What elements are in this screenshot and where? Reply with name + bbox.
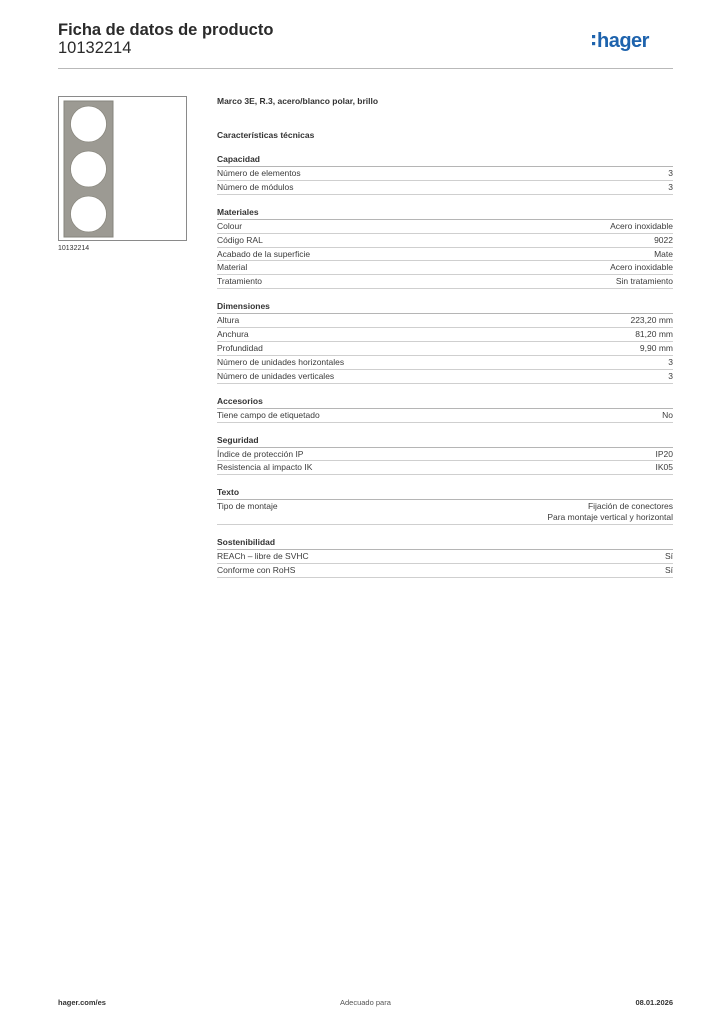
spec-value-line: 9,90 mm: [639, 343, 673, 354]
spec-row: [217, 409, 673, 423]
spec-row: [217, 461, 673, 475]
spec-value: [654, 249, 673, 260]
section-title: Seguridad: [217, 435, 673, 448]
spec-value: [610, 262, 673, 273]
spec-value-line: 3: [668, 181, 673, 192]
spec-value: [656, 462, 674, 473]
spec-value-line: IP20: [655, 448, 673, 459]
spec-label: Tiene campo de etiquetado: [217, 409, 320, 420]
footer-suitable-for: Adecuado para: [340, 998, 391, 1007]
spec-row: [217, 181, 673, 195]
spec-section: [217, 396, 673, 423]
spec-section: [217, 487, 673, 524]
spec-row: [217, 328, 673, 342]
spec-label: Código RAL: [217, 234, 263, 245]
spec-value: [630, 315, 673, 326]
section-title: Materiales: [217, 207, 673, 220]
spec-row: [217, 167, 673, 181]
section-title: Capacidad: [217, 154, 673, 167]
spec-label: Altura: [217, 315, 240, 326]
spec-label: Número de elementos: [217, 168, 301, 178]
header-divider: [58, 68, 673, 69]
product-name: Marco 3E, R.3, acero/blanco polar, brillo: [217, 96, 379, 106]
spec-value: [668, 357, 673, 368]
spec-value: [635, 329, 673, 340]
section-title: Dimensiones: [217, 301, 673, 314]
spec-label: Índice de protección IP: [217, 448, 304, 459]
spec-value: [640, 343, 673, 354]
spec-value: [654, 235, 673, 246]
spec-row: [217, 342, 673, 356]
spec-value-line: Sin tratamiento: [615, 276, 673, 287]
product-image: [58, 96, 187, 241]
spec-value-line: No: [662, 409, 673, 420]
spec-sections: [217, 154, 673, 578]
spec-value-line: IK05: [655, 462, 673, 473]
spec-value-line: 81,20 mm: [635, 329, 673, 340]
spec-section: [217, 207, 673, 289]
spec-value: [662, 410, 673, 421]
spec-row: [217, 356, 673, 370]
spec-label: Anchura: [217, 329, 249, 340]
spec-value: [547, 501, 673, 522]
spec-section: [217, 154, 673, 195]
spec-value-line: Acero inoxidable: [610, 262, 673, 273]
spec-label: Acabado de la superficie: [217, 248, 311, 259]
section-title: Accesorios: [217, 396, 673, 409]
spec-row: [217, 248, 673, 262]
frame-opening-top: [71, 106, 107, 142]
spec-label: Número de unidades horizontales: [217, 356, 345, 367]
spec-label: REACh – libre de SVHC: [217, 550, 309, 561]
spec-label: Conforme con RoHS: [217, 564, 296, 575]
spec-value-line: Para montaje vertical y horizontal: [547, 511, 673, 522]
hager-logo: [591, 26, 673, 56]
spec-row: [217, 564, 673, 578]
spec-value: [616, 276, 673, 287]
technical-characteristics-heading: Características técnicas: [217, 130, 315, 140]
spec-value-line: 223,20 mm: [630, 315, 673, 326]
spec-row: [217, 500, 673, 524]
section-title: Texto: [217, 487, 673, 500]
image-caption: 10132214: [58, 245, 90, 252]
spec-value: [610, 221, 673, 232]
spec-row: [217, 314, 673, 328]
brand-text: hager: [597, 30, 649, 52]
spec-value: [665, 565, 673, 576]
spec-label: Resistencia al impacto IK: [217, 462, 313, 473]
spec-value-line: Sí: [664, 550, 673, 561]
spec-value: [668, 182, 673, 193]
spec-value-line: 3: [668, 356, 673, 367]
spec-row: [217, 261, 673, 275]
frame-opening-bottom: [71, 196, 107, 232]
spec-value-line: Sí: [664, 564, 673, 575]
spec-row: [217, 220, 673, 234]
spec-value: [668, 168, 673, 179]
spec-row: [217, 448, 673, 462]
spec-section: [217, 435, 673, 476]
spec-label: Tipo de montaje: [217, 501, 278, 512]
spec-value: [656, 449, 674, 460]
spec-value-line: Fijación de conectores: [587, 501, 673, 512]
spec-value-line: 3: [668, 168, 673, 178]
spec-label: Profundidad: [217, 343, 263, 354]
spec-row: [217, 370, 673, 384]
spec-label: Colour: [217, 220, 243, 231]
spec-row: [217, 550, 673, 564]
section-title: Sostenibilidad: [217, 537, 673, 550]
spec-value-line: 3: [668, 370, 673, 381]
three-gang-frame-image: [59, 97, 188, 242]
spec-value: [665, 551, 673, 562]
spec-value-line: Acero inoxidable: [610, 220, 673, 231]
spec-row: [217, 275, 673, 289]
frame-opening-middle: [71, 151, 107, 187]
spec-label: Material: [217, 262, 248, 273]
page-title: Ficha de datos de producto: [58, 21, 274, 39]
product-code: 10132214: [58, 39, 132, 57]
spec-label: Número de módulos: [217, 181, 294, 192]
spec-value-line: 9022: [654, 234, 673, 245]
spec-section: [217, 301, 673, 383]
spec-panel: [217, 96, 673, 578]
spec-label: Número de unidades verticales: [217, 370, 335, 381]
spec-section: [217, 537, 673, 578]
spec-row: [217, 234, 673, 248]
footer-website: hager.com/es: [58, 998, 106, 1007]
spec-value: [668, 371, 673, 382]
footer-date: 08.01.2026: [635, 998, 673, 1007]
spec-value-line: Mate: [654, 248, 673, 259]
spec-label: Tratamiento: [217, 276, 263, 287]
